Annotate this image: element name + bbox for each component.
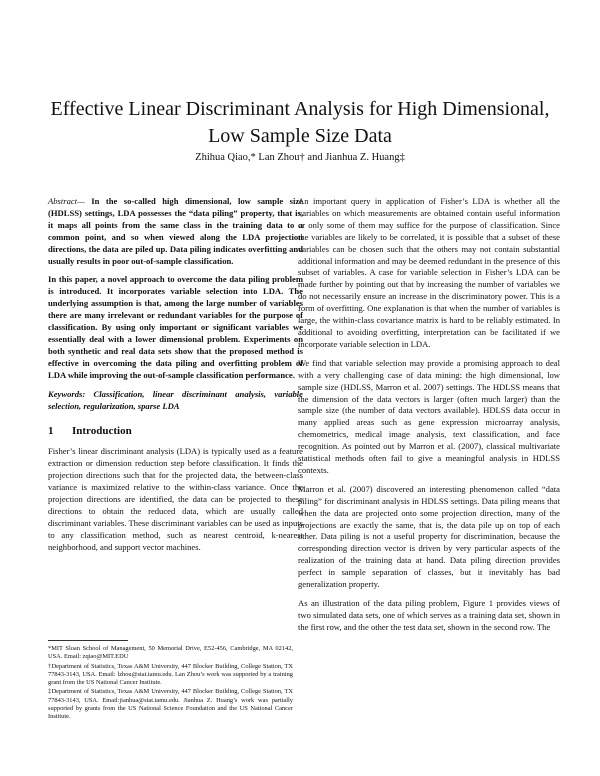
footnote-1: *MIT Sloan School of Management, 50 Memorial Drive, E52-456, Cambridge, MA 02142, USA. Email: zqiao@MIT.EDU	[48, 645, 293, 661]
right-column	[298, 196, 560, 641]
abstract-paragraph-1	[48, 196, 303, 267]
footnote-2: †Department of Statistics, Texas A&M University, 447 Blocker Building, College Station, TX 77843-3143, USA. Email: lzhou@stat.tamu.edu. Lan Zhou’s work was supported by a training grant from the US National Cancer Institute.	[48, 662, 293, 687]
right-paragraph-2: We find that variable selection may provide a promising approach to deal with a very challenging case of data mining: the high dimensional, low sample size (HDLSS, Marron et al. 2007) settings. The HDLSS means that the dimension of the data vectors is larger (often much larger) than the sample size (the number of data vectors available). HDLSS data occur in many applied areas such as gene expression microarray analysis, chemometrics, medical image analysis, text classification, and face recognition. As pointed out by Marron et al. (2007), classical multivariate statistical methods often fail to give a meaningful analysis in HDLSS contexts.	[298, 357, 560, 475]
footnote-rule	[48, 640, 128, 641]
abstract-paragraph-2: In this paper, a novel approach to overcome the data piling problem is introduced. It incorporates variable selection into LDA. The underlying assumption is that, among the large number of variables there are many irrelevant or redundant variables for the purpose of classification. By using only important or significant variables we essentially deal with a lower dimensional problem. Experiments on both synthetic and real data sets show that the proposed method is effective in overcoming the data piling and overfitting problem of LDA while improving the out-of-sample classification performance.	[48, 274, 303, 380]
abstract-text-1: In the so-called high dimensional, low sample size (HDLSS) settings, LDA possesses the “data piling” property, that is, it maps all points from the same class in the training data to a common point, and so when viewed along the LDA projection directions, the data are piled up. Data piling indicates overfitting and usually results in poor out-of-sample classification.	[48, 196, 303, 266]
intro-paragraph-1: Fisher’s linear discriminant analysis (LDA) is typically used as a feature extraction or dimension reduction step before classification. It finds the projection directions such that for the projected data, the between-class variance is maximized relative to the within-class variance. Once the projection directions are identified, the data can be projected to these directions to obtain the reduced data, which are usually called discriminant variables. These discriminant variables can be used as inputs to any classification method, such as nearest centroid, k-nearest neighborhood, and support vector machines.	[48, 446, 303, 552]
footnote-3: ‡Department of Statistics, Texas A&M University, 447 Blocker Building, College Station, TX 77843-3143, USA. Email:jianhua@stat.tamu.edu. Jianhua Z. Huang’s work was partially supported by grants from the US National Science Foundation and the US National Cancer Institute.	[48, 688, 293, 721]
section-heading-introduction	[48, 426, 303, 438]
section-number: 1	[48, 425, 54, 438]
right-paragraph-3: Marron et al. (2007) discovered an interesting phenomenon called “data piling” for discriminant analysis in HDLSS settings. Data piling means that when the data are projected onto some projection direction, many of the projections are exactly the same, that is, the data pile up on top of each other. Data piling is not a useful property for discrimination, because the corresponding direction vector is driven by very particular aspects of the realization of the training data at hand. Data piling direction provides perfect in sample separation of classes, but it inevitably has bad generalization property.	[298, 483, 560, 590]
author-line: Zhihua Qiao,* Lan Zhou† and Jianhua Z. Huang‡	[195, 152, 405, 163]
right-paragraph-4: As an illustration of the data piling problem, Figure 1 provides views of two simulated data sets, one of which serves as a training data set, shown in the first row, and the other the test data set, shown in the second row. The	[298, 598, 560, 632]
paper-title: Effective Linear Discriminant Analysis for High Dimensional, Low Sample Size Data	[50, 98, 550, 147]
abstract-lead: Abstract—	[48, 196, 85, 206]
right-paragraph-1: An important query in application of Fisher’s LDA is whether all the variables on which measurements are obtained contain useful information or only some of them may suffice for the purpose of classification. Since the variables are likely to be correlated, it is possible that a subset of these variables can be chosen such that the others may not contain substantial additional information and may be deemed redundant in the presence of this subset of variables. A case for variable selection in Fisher’s LDA can be made further by pointing out that by increasing the number of variables we do not necessarily ensure an increase in the discriminatory power. This is a form of overfitting. One explanation is that when the number of variables is large, the within-class covariance matrix is hard to be reliably estimated. In additional to avoiding overfitting, interpretation can be facilitated if we incorporate variable selection in LDA.	[298, 196, 560, 349]
footnotes	[48, 640, 293, 723]
left-column	[48, 196, 303, 560]
section-title: Introduction	[72, 425, 132, 438]
keywords: Keywords: Classification, linear discriminant analysis, variable selection, regularization, sparse LDA	[48, 388, 303, 411]
